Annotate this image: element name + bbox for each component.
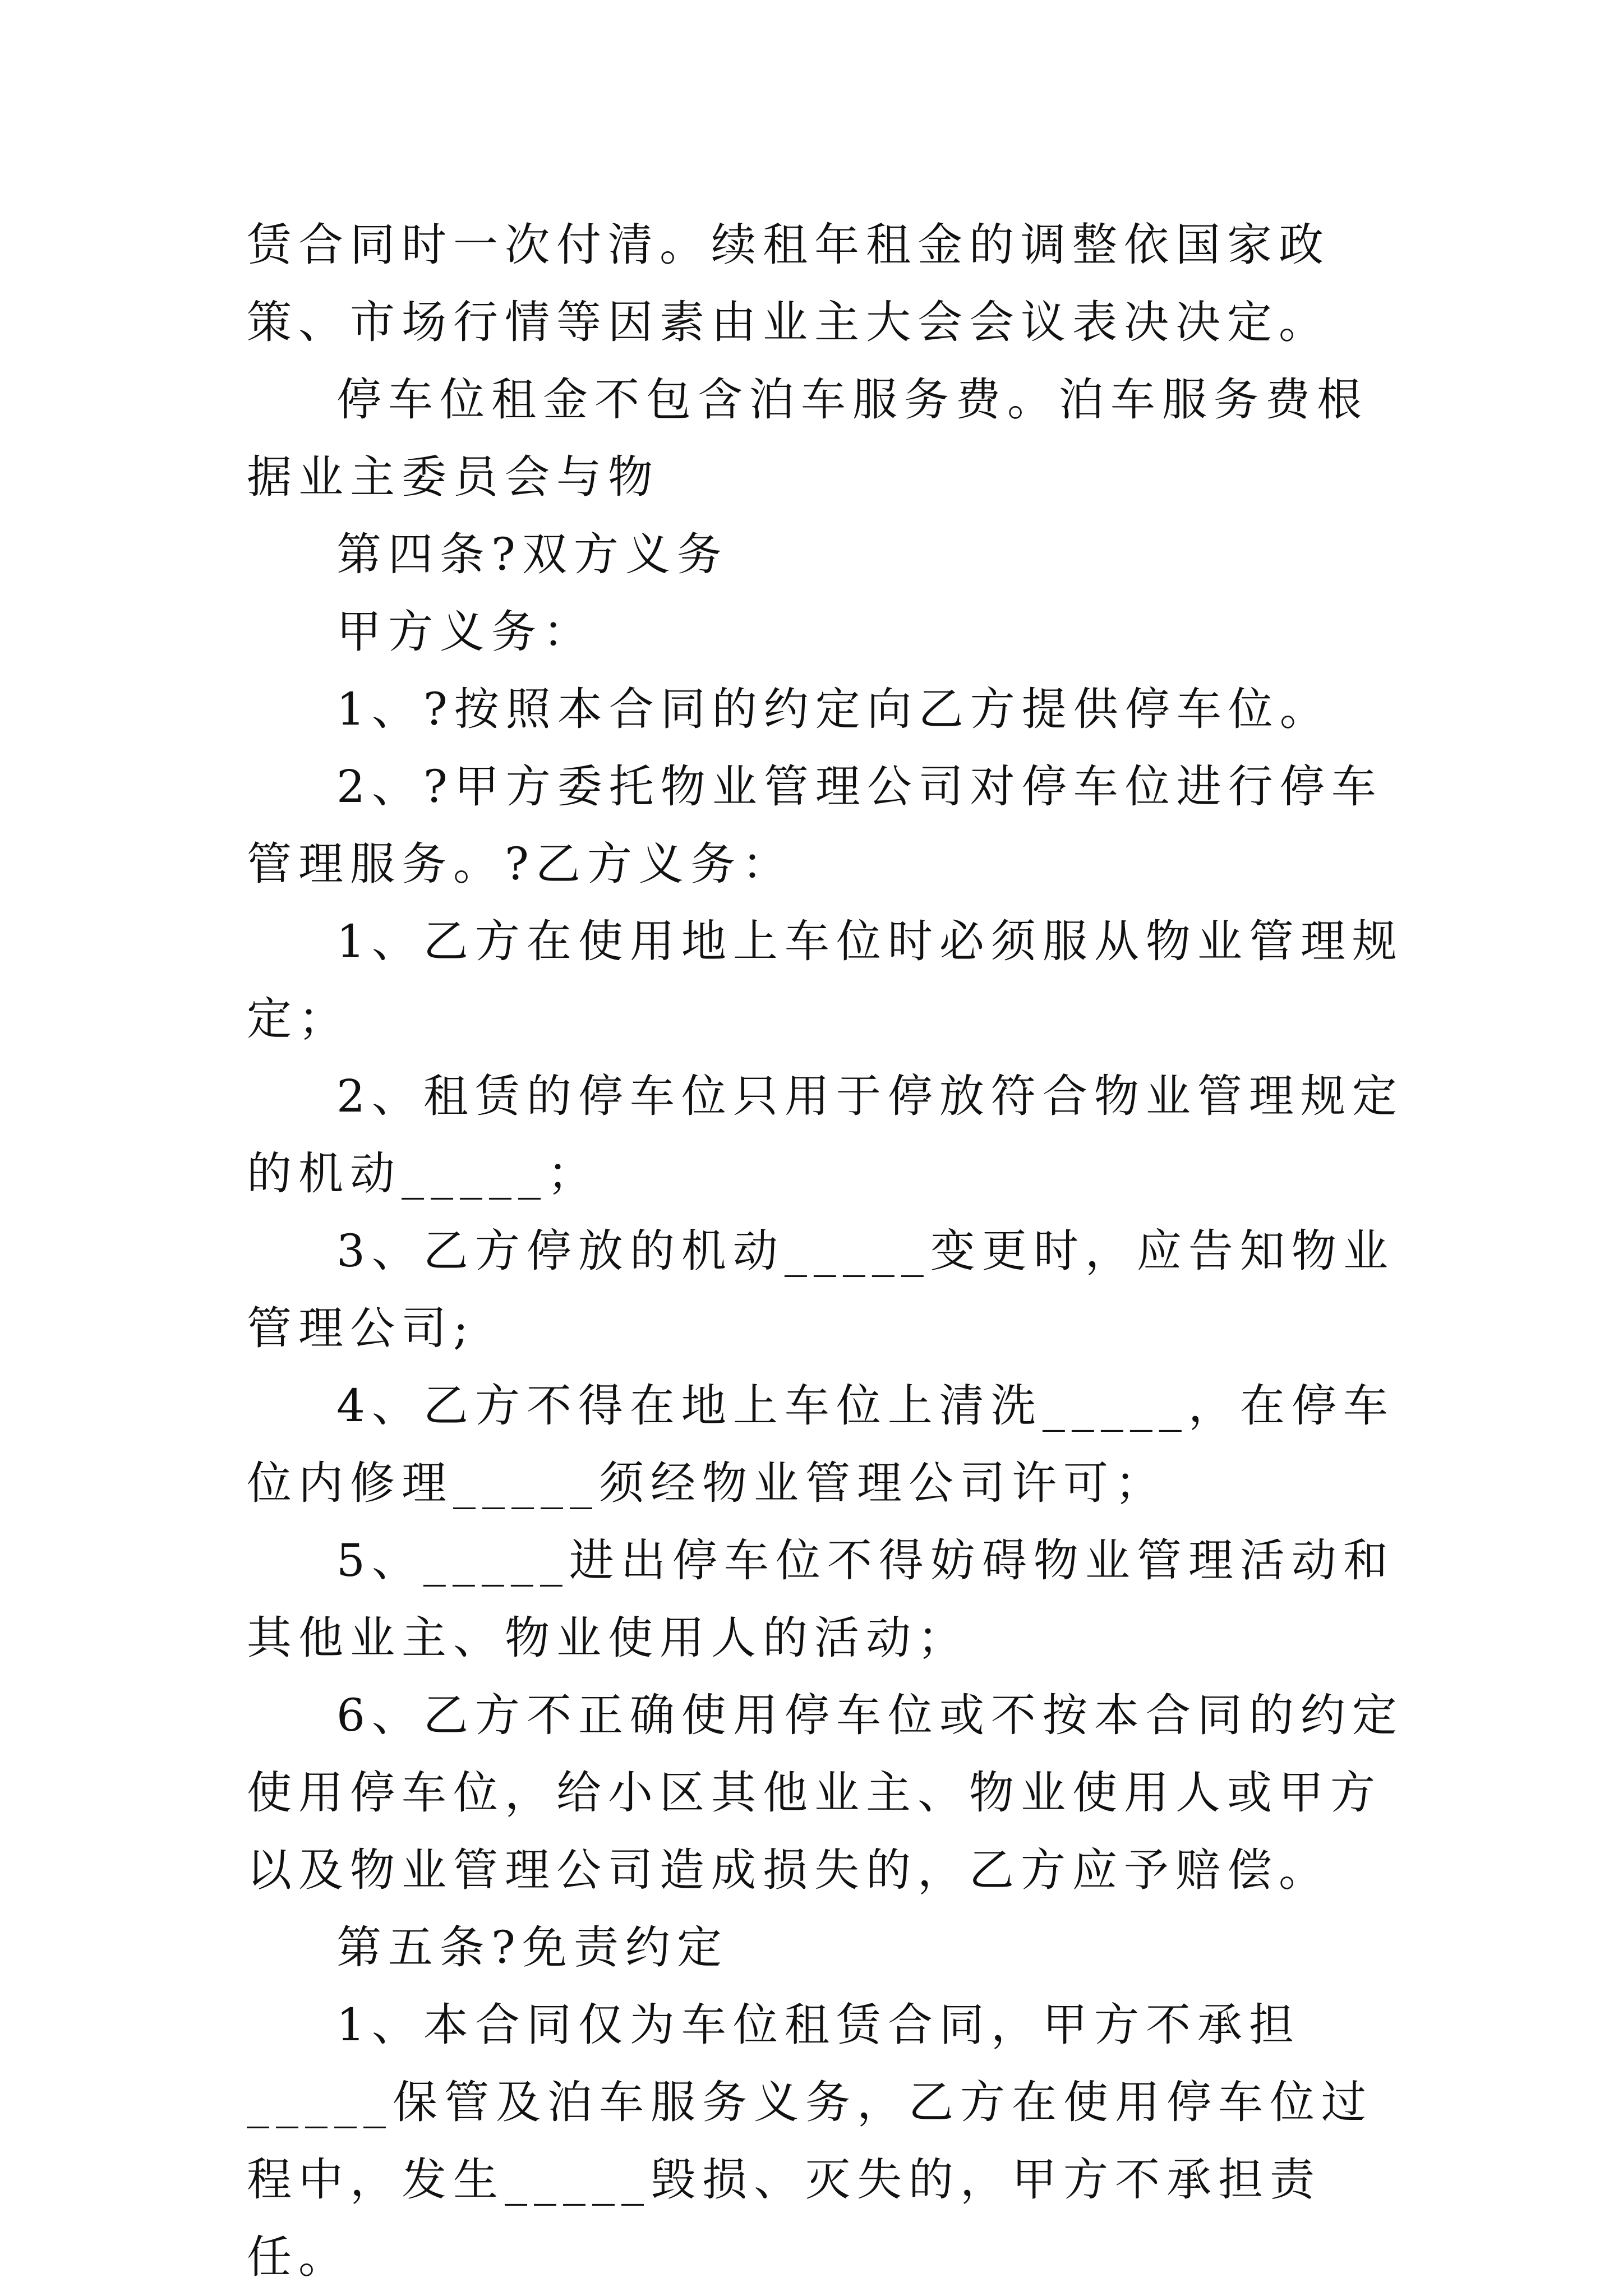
section-heading: 第四条?双方义务 bbox=[336, 528, 728, 580]
list-item: 1、乙方在使用地上车位时必须服从物业管理规定； bbox=[247, 915, 1404, 1045]
paragraph: 停车位租金不包含泊车服务费。泊车服务费根据业主委员会与物 bbox=[247, 374, 1368, 503]
document-body bbox=[247, 206, 1413, 2296]
list-item: 4、乙方不得在地上车位上清洗_____，在停车位内修理_____须经物业管理公司许可； bbox=[247, 1380, 1395, 1509]
list-item: 6、乙方不正确使用停车位或不按本合同的约定使用停车位，给小区其他业主、物业使用人或甲方以及物业管理公司造成损失的，乙方应予赔偿。 bbox=[247, 1689, 1404, 1896]
subsection-heading: 甲方义务： bbox=[336, 606, 594, 658]
list-item: 2、?甲方委托物业管理公司对停车位进行停车管理服务。?乙方义务： bbox=[247, 760, 1383, 890]
list-item: 1、本合同仅为车位租赁合同，甲方不承担_____保管及泊车服务义务，乙方在使用停车位过程中，发生_____毁损、灭失的，甲方不承担责任。 bbox=[247, 1999, 1373, 2283]
list-item: 5、_____进出停车位不得妨碍物业管理活动和其他业主、物业使用人的活动； bbox=[247, 1534, 1395, 1664]
list-item: 2、租赁的停车位只用于停放符合物业管理规定的机动_____； bbox=[247, 1070, 1404, 1200]
list-item: 1、?按照本合同的约定向乙方提供停车位。 bbox=[336, 683, 1331, 735]
section-heading: 第五条?免责约定 bbox=[336, 1921, 728, 1974]
list-item: 3、乙方停放的机动_____变更时，应告知物业管理公司; bbox=[247, 1225, 1395, 1354]
paragraph: 赁合同时一次付清。续租年租金的调整依国家政策、市场行情等因素由业主大会会议表决决定。 bbox=[247, 219, 1330, 348]
